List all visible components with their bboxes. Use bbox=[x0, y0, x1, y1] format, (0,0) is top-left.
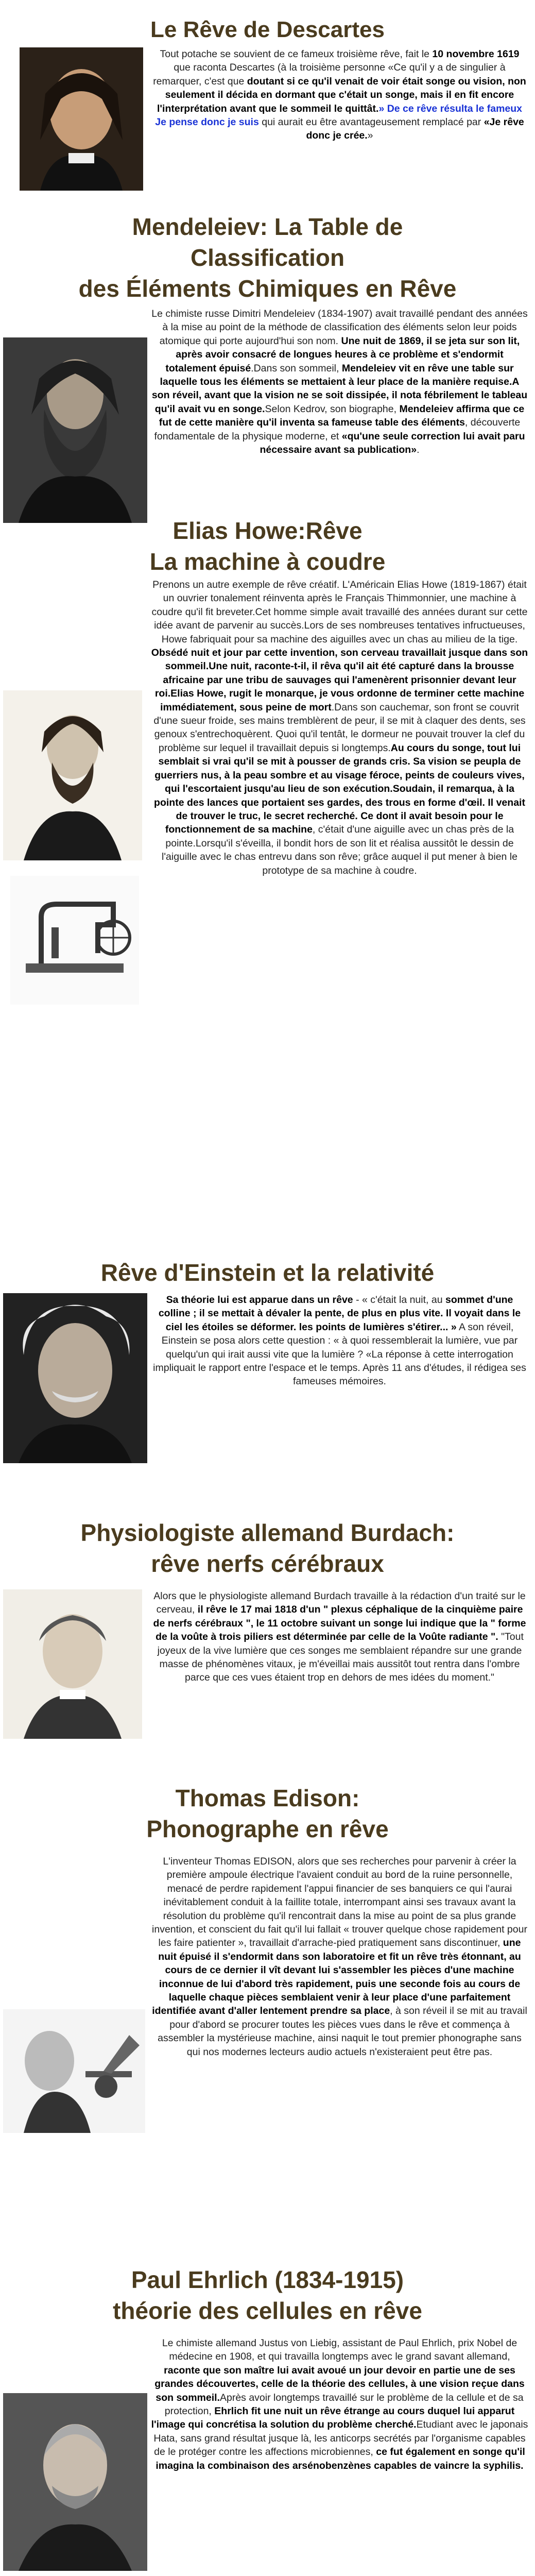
paragraph-text bbox=[150, 2336, 529, 2472]
edison-paragraph bbox=[150, 1855, 529, 2059]
section-elias-howe bbox=[0, 515, 535, 1226]
einstein-portrait-image bbox=[3, 1293, 147, 1463]
mendeleiev-paragraph bbox=[150, 307, 529, 456]
paragraph-run: Prenons un autre exemple de rêve créatif. L'Américain Elias Howe (1819-1867) était un ouvrier tonalement réinventa après le Français Thimmonnier, une machine à coudre qu'il fit breveter.Cet homme simple avait travaillé des années durant sur cette idée avant de parvenir au succès.Lors de ses nombreuses tentatives infructueuses, Howe fabriquait pour sa machine des aiguilles avec un chas au milieu de la tige. bbox=[151, 579, 528, 645]
paragraph-run: » bbox=[367, 130, 373, 142]
title-line: Classification bbox=[190, 244, 345, 271]
paragraph-run: , à son réveil il se mit au travail pour d'abord se procurer toutes les pièces vues dans le rêve et commença à assembler la mystérieuse machine, ainsi naquit le tout premier phonographe sans qui nos modernes lecteurs audio actuels n'existeraient peut être pas. bbox=[158, 2005, 527, 2058]
paragraph-run: - « c'était la nuit, au bbox=[353, 1294, 445, 1306]
title-line: Phonographe en rêve bbox=[146, 1816, 389, 1842]
paragraph-run: 10 novembre 1619 bbox=[432, 48, 520, 60]
paragraph-run: , c'était d'une aiguille avec un chas près de la pointe.Lorsqu'il s'éveilla, il bondit hors de son lit et réalisa aussitôt le dessin de l'aiguille avec le chas entrevu dans son rêve; grâce auquel il put mener à bien le prototype de sa machine à coudre. bbox=[162, 824, 517, 876]
paragraph-run: Mendeleiev vit en rêve une table sur laquelle tous les éléments se mettaient à leur place de la manière requise.A son réveil, avant que la vision ne se soit dissipée, il nota fébrilement le tableau qu'il avait vu en songe. bbox=[151, 362, 528, 415]
paragraph-run: "Tout joyeux de la vive lumière que ces songes me semblaient répandre sur une grande masse de phénomènes vitaux, je m'éveillai mais aussitôt tout rentra dans l'ombre parce que ces vues étaient trop en dehors de mes idées du moment." bbox=[157, 1631, 524, 1684]
paragraph-run: Obsédé nuit et jour par cette invention, son cerveau travaillait jusque dans son sommeil.Une nuit, raconte-t-il, il rêva qu'il ait été capturé dans la brousse africaine par une tribu de sauvages qui l'amenèrent prisonnier devant leur roi.Elias Howe, rugit le monarque, je vous ordonne de terminer cette machine immédiatement, sous peine de mort bbox=[151, 647, 528, 713]
paragraph-run: sommet d'une colline ; il se mettait à dévaler la pente, de plus en plus vite. Il voyait dans le ciel les étoiles se déformer. les points de lumières s'étirer... » bbox=[158, 1294, 521, 1333]
section-edison bbox=[0, 1783, 535, 2226]
title-line: Mendeleiev: La Table de bbox=[132, 213, 403, 240]
paragraph-text bbox=[150, 47, 529, 143]
title-line: Rêve d'Einstein et la relativité bbox=[100, 1259, 435, 1286]
title-line: Thomas Edison: bbox=[175, 1785, 360, 1811]
einstein-paragraph bbox=[150, 1293, 529, 1388]
paragraph-run: Une nuit de 1869, il se jeta sur son lit, après avoir consacré de longues heures à ce problème et s'endormit totalement épuisé bbox=[165, 335, 520, 374]
section-title bbox=[0, 515, 535, 577]
section-title bbox=[0, 15, 535, 44]
elias-howe-portrait-image bbox=[3, 690, 142, 860]
paragraph-run: Alors que le physiologiste allemand Burdach travaille à la rédaction d'un traité sur le cerveau, bbox=[153, 1590, 526, 1616]
portrait-svg bbox=[3, 337, 147, 523]
portrait-svg bbox=[3, 2393, 147, 2571]
burdach-portrait-image bbox=[3, 1589, 142, 1739]
sewing-machine-svg bbox=[10, 876, 139, 1005]
title-line: rêve nerfs cérébraux bbox=[151, 1550, 384, 1577]
ehrlich-portrait-image bbox=[3, 2393, 147, 2571]
paragraph-text bbox=[150, 1589, 529, 1685]
paragraph-run: «Je rêve donc je crée. bbox=[306, 116, 524, 142]
paragraph-run: Mendeleiev affirma que ce fut de cette manière qu'il inventa sa fameuse table des éléments bbox=[159, 403, 525, 429]
paragraph-text bbox=[150, 578, 529, 877]
portrait-svg bbox=[3, 1293, 147, 1463]
paragraph-run: A son réveil, Einstein se posa alors cette question : « à quoi ressemblerait la lumière, vue par quelqu'un qui irait aussi vite que la lumière ? «La réponse à cette interrogation impliquait le rapport entre l'espace et le temps. Après 11 ans d'études, il rédigea ses fameuses mémoires. bbox=[153, 1321, 526, 1387]
paragraph-text bbox=[150, 307, 529, 456]
portrait-svg bbox=[20, 47, 143, 191]
portrait-svg bbox=[3, 2009, 145, 2133]
section-title bbox=[0, 1257, 535, 1288]
title-line: théorie des cellules en rêve bbox=[113, 2297, 422, 2324]
paragraph-run: raconte que son maître lui avait avoué un jour devoir en partie une de ses grandes découvertes, celle de la théorie des cellules, à une vision reçue dans son sommeil. bbox=[154, 2364, 525, 2403]
title-line: des Éléments Chimiques en Rêve bbox=[78, 275, 457, 302]
title-line: Elias Howe:Rêve bbox=[172, 517, 363, 544]
paragraph-run: . bbox=[417, 444, 420, 456]
paragraph-run: Le chimiste allemand Justus von Liebig, assistant de Paul Ehrlich, prix Nobel de médecine en 1908, et qui travailla longtemps avec le grand savant allemand, bbox=[162, 2337, 517, 2363]
descartes-paragraph bbox=[150, 47, 529, 143]
paragraph-text bbox=[150, 1293, 529, 1388]
paragraph-run: Etudiant avec le japonais Hata, sans grand résultat jusque là, les anticorps secrétés par l'organisme capables de le protéger contre les affections microbiennes, bbox=[153, 2419, 528, 2458]
paragraph-run: doutant si ce qu'il venait de voir était songe ou vision, non seulement il décida en dormant que c'était un songe, mais il en fit encore l'interprétation avant que le sommeil le quittât. bbox=[157, 75, 526, 114]
elias-howe-paragraph bbox=[150, 578, 529, 877]
paragraph-run: Selon Kedrov, son biographe, bbox=[265, 403, 400, 415]
title-line: La machine à coudre bbox=[149, 548, 386, 575]
section-title bbox=[0, 2264, 535, 2326]
paragraph-run: L'inventeur Thomas EDISON, alors que ses recherches pour parvenir à créer la première ampoule électrique l'avaient conduit au bord de la ruine personnelle, menacé de perdre rapidement l'appui financier de ses banquiers ce qui l'aurai inévitablement conduit à la faillite totale, interrompant ainsi ses travaux avant la résolution du problème qu'il rencontrait dans la mise au point de sa plus grande invention, et conscient du fait qu'il lui fallait « trouver quelque chose rapidement pour les faire patienter », travaillait d'arrache-pied pratiquement sans discontinuer, bbox=[152, 1856, 527, 1949]
edison-portrait-image bbox=[3, 2009, 145, 2133]
section-title bbox=[0, 1517, 535, 1579]
paragraph-run: Au cours du songe, tout lui semblait si vrai qu'il se mit à pousser de grands cris. Sa vision se peupla de guerriers nus, à la peau sombre et au visage féroce, peints de couleurs vives, qui l'escortaient jusqu'au lieu de son exécution.Soudain, il remarqua, à la pointe des lances que portaient ses gardes, des trous en forme d'œil. Il venait de trouver le truc, le secret recherché. Ce dont il avait besoin pour le fonctionnement de sa machine bbox=[154, 742, 525, 836]
paragraph-run: » De ce rêve résulta le fameux Je pense donc je suis bbox=[155, 103, 523, 128]
paragraph-run: qui aurait eu être avantageusement remplacé par bbox=[258, 116, 484, 128]
paragraph-run: Ehrlich fit une nuit un rêve étrange au cours duquel lui apparut l'image qui concrétisa la solution du problème cherché. bbox=[151, 2405, 515, 2431]
paragraph-text bbox=[150, 1855, 529, 2059]
paragraph-run: une nuit épuisé il s'endormit dans son laboratoire et fit un rêve très étonnant, au cours de ce dernier il vît devant lui s'assembler les pièces d'une machine inconnue de lui d'abord très rapidement, puis une seconde fois au cours de laquelle chaque pièces semblaient venir à leur place d'une parfaitement identifiée avant d'aller lentement prendre sa place bbox=[152, 1937, 521, 2017]
section-descartes bbox=[0, 15, 535, 206]
section-einstein bbox=[0, 1257, 535, 1473]
sewing-machine-illustration bbox=[10, 876, 139, 1005]
paragraph-run: .Dans son sommeil, bbox=[251, 362, 342, 374]
portrait-svg bbox=[3, 690, 142, 860]
title-line: Physiologiste allemand Burdach: bbox=[80, 1519, 455, 1546]
paragraph-run: Après avoir longtemps travaillé sur le problème de la cellule et de sa protection, bbox=[164, 2392, 524, 2417]
paragraph-run: que raconta Descartes (à la troisième personne «Ce qu'il y a de singulier à remarquer, c'est que bbox=[153, 62, 506, 87]
paragraph-run: Le chimiste russe Dimitri Mendeleiev (1834-1907) avait travaillé pendant des années à la mise au point de la méthode de classification des éléments selon leur poids atomique qui porte aujourd'hui son nom. bbox=[151, 308, 528, 347]
ehrlich-paragraph bbox=[150, 2336, 529, 2472]
paragraph-run: Tout potache se souvient de ce fameux troisième rêve, fait le bbox=[160, 48, 433, 60]
descartes-portrait-image bbox=[20, 47, 143, 191]
paragraph-run: «qu'une seule correction lui avait paru nécessaire avant sa publication» bbox=[260, 430, 525, 456]
portrait-svg bbox=[3, 1589, 142, 1739]
paragraph-run: Sa théorie lui est apparue dans un rêve bbox=[166, 1294, 353, 1306]
paragraph-run: ce fut également en songe qu'il imagina la combinaison des arsénobenzènes capables de vaincre la syphilis. bbox=[156, 2446, 525, 2471]
paragraph-run: .Dans son cauchemar, son front se couvrit d'une sueur froide, ses mains tremblèrent de peur, il se mit à claquer des dents, ses genoux s'entrechoquèrent. Quoi qu'il tentât, le dormeur ne pouvait trouver la clef du problème sur lequel il travaillait depuis si longtemps. bbox=[153, 701, 526, 754]
paragraph-run: il rêve le 17 mai 1818 d'un " plexus céphalique de la cinquième paire de nerfs cérébraux ", le 11 octobre suivant un songe lui indique que la " forme de la voûte à trois piliers est déterminée par celle de la Voûte radiante ". bbox=[153, 1604, 526, 1643]
title-line: Le Rêve de Descartes bbox=[150, 17, 385, 42]
section-burdach bbox=[0, 1517, 535, 1734]
paragraph-run: , découverte fondamentale de la physique moderne, et bbox=[154, 417, 521, 442]
burdach-paragraph bbox=[150, 1589, 529, 1685]
section-title bbox=[0, 211, 535, 304]
title-line: Paul Ehrlich (1834-1915) bbox=[131, 2266, 404, 2293]
mendeleiev-portrait-image bbox=[3, 337, 147, 523]
section-ehrlich bbox=[0, 2264, 535, 2576]
section-title bbox=[0, 1783, 535, 1844]
